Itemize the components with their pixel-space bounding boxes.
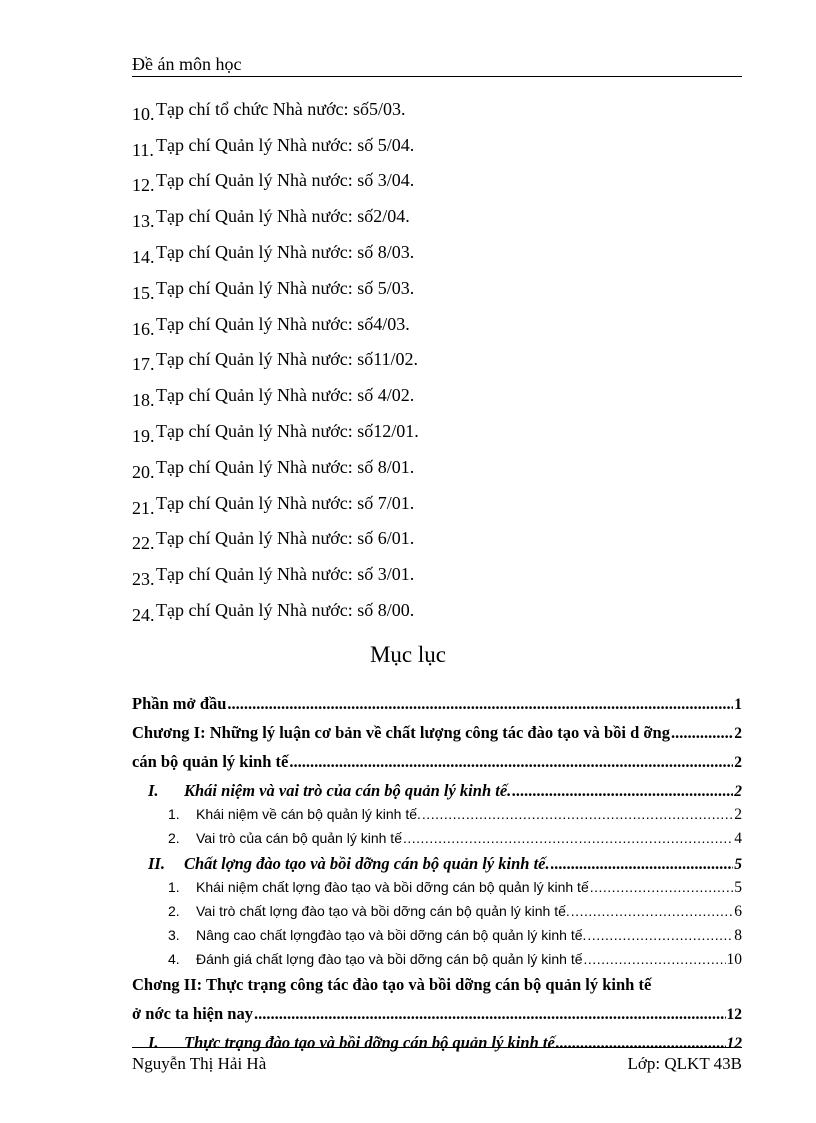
reference-text: Tạp chí Quản lý Nhà nước: số12/01. [156,420,419,441]
reference-item [132,335,742,375]
toc-entry[interactable] [132,806,742,830]
toc-entry-text: Khái niệm và vai trò của cán bộ quản lý kinh tế. [184,781,512,800]
toc-title: Mục lục [369,642,446,667]
toc-entry[interactable] [132,879,742,903]
toc-entry[interactable] [132,781,742,806]
toc-entry-text: Đánh giá chất lợng đào tạo và bồi dỡng cán bộ quản lý kinh tế [196,951,583,967]
reference-number: 11. [132,139,154,160]
reference-number: 15. [132,282,155,303]
reference-number: 19. [132,425,155,446]
toc-entry-number: 3. [168,927,180,943]
toc-entry-text: Chương I: Những lý luận cơ bản về chất lượng công tác đào tạo và bồi d ỡng [132,723,670,742]
toc-entry-text: Vai trò chất lợng đào tạo và bồi dỡng cán bộ quản lý kinh tế. [196,903,570,919]
reference-item [132,514,742,554]
toc-page-number: 10 [726,951,742,968]
toc-dot-leader [289,752,733,772]
reference-number: 17. [132,354,155,375]
toc-entry[interactable] [132,854,742,879]
toc-entry-text: Khái niệm về cán bộ quản lý kinh tế. [196,806,421,822]
reference-number: 10. [132,103,155,124]
toc-entry-number: 1. [168,806,180,822]
toc-dot-leader [590,879,734,895]
toc-entry-number: 4. [168,951,180,967]
toc-page-number: 2 [734,806,742,823]
reference-number: 14. [132,246,155,267]
footer-author: Nguyễn Thị Hải Hà [132,1054,267,1073]
toc-page-number: 8 [734,927,742,944]
toc-entry-text: Khái niệm chất lợng đào tạo và bồi dỡng cán bộ quản lý kinh tế [196,879,589,895]
toc-entry[interactable] [132,694,742,723]
toc-entry[interactable] [132,927,742,951]
reference-text: Tạp chí Quản lý Nhà nước: số2/04. [156,206,410,227]
toc-dot-leader [254,1004,726,1024]
toc-dot-leader [556,1033,726,1053]
toc-entry-number: 2. [168,830,180,846]
reference-text: Tạp chí Quản lý Nhà nước: số 7/01. [156,492,415,513]
toc-entry-text: Nâng cao chất lợngđào tạo và bồi dỡng cán bộ quản lý kinh tế. [196,927,587,943]
toc-page-number: 4 [734,830,742,847]
toc-entry-text: cán bộ quản lý kinh tế [132,752,289,771]
reference-text: Tạp chí Quản lý Nhà nước: số 6/01. [156,528,415,549]
reference-number: 16. [132,318,155,339]
toc-entry[interactable] [132,723,742,752]
reference-number: 22. [132,533,155,554]
reference-text: Tạp chí Quản lý Nhà nước: số11/02. [156,349,419,370]
toc-page-number: 12 [726,1006,742,1023]
reference-text: Tạp chí Quản lý Nhà nước: số 5/04. [156,134,415,155]
reference-item [132,299,742,339]
toc-entry-text: Vai trò của cán bộ quản lý kinh tế [196,830,402,846]
reference-number: 24. [132,604,155,625]
toc-dot-leader [422,806,733,822]
reference-item [132,549,742,590]
reference-item [132,120,742,160]
toc-entry-number: 1. [168,879,180,895]
reference-number: 13. [132,211,155,232]
reference-number: 18. [132,390,155,411]
toc-entry-text: Chất lợng đào tạo và bồi dỡng cán bộ quản lý kinh tế. [184,854,550,873]
document-header: Đề án môn học [132,54,242,74]
reference-item [132,263,742,303]
toc-entry-number: I. [148,1033,159,1052]
toc-entry[interactable] [132,752,742,781]
reference-item [132,585,742,625]
toc-entry-text: Phần mở đầu [132,694,227,713]
reference-text: Tạp chí Quản lý Nhà nước: số 4/02. [156,385,415,406]
header-divider [132,76,742,77]
toc-page-number: 2 [734,754,742,771]
table-of-contents [132,694,742,1058]
toc-entry[interactable] [132,830,742,854]
footer-class: Lớp: QLKT 43B [627,1054,742,1073]
reference-text: Tạp chí Quản lý Nhà nước: số 5/03. [156,277,415,298]
reference-item [132,84,742,124]
toc-dot-leader [671,723,733,743]
toc-page-number: 1 [734,696,742,713]
toc-dot-leader [571,903,733,919]
reference-text: Tạp chí tổ chức Nhà nước: số5/03. [156,98,406,119]
reference-text: Tạp chí Quản lý Nhà nước: số 8/00. [156,599,415,620]
toc-dot-leader [587,927,733,943]
reference-text: Tạp chí Quản lý Nhà nước: số 3/01. [156,564,415,585]
toc-entry[interactable] [132,903,742,927]
reference-item [132,478,742,518]
toc-entry-number: I. [148,781,159,800]
toc-entry-number: 2. [168,903,180,919]
reference-item [132,227,742,267]
toc-dot-leader [227,694,733,714]
toc-entry[interactable] [132,1004,742,1033]
toc-entry[interactable] [132,975,742,1004]
footer-divider [132,1047,742,1048]
toc-dot-leader [584,951,726,967]
toc-page-number: 12 [726,1035,742,1052]
reference-list [132,84,742,625]
reference-item [132,191,742,232]
toc-entry-number: II. [148,854,165,873]
reference-item [132,370,742,411]
reference-item [132,156,742,196]
reference-item [132,442,742,482]
toc-page-number: 2 [734,725,742,742]
toc-entry-text: ở nớc ta hiện nay [132,1004,253,1023]
toc-page-number: 5 [734,879,742,896]
toc-dot-leader [403,830,733,846]
toc-entry-text: Chơng II: Thực trạng công tác đào tạo và bồi dỡng cán bộ quản lý kinh tế [132,975,652,994]
reference-number: 23. [132,569,155,590]
reference-number: 12. [132,175,155,196]
reference-text: Tạp chí Quản lý Nhà nước: số4/03. [156,313,410,334]
toc-dot-leader [512,781,733,801]
toc-page-number: 5 [734,856,742,873]
reference-number: 20. [132,461,155,482]
toc-entry[interactable] [132,951,742,975]
reference-text: Tạp chí Quản lý Nhà nước: số 8/01. [156,456,415,477]
toc-page-number: 2 [734,783,742,800]
reference-text: Tạp chí Quản lý Nhà nước: số 3/04. [156,170,415,191]
reference-item [132,406,742,446]
toc-dot-leader [551,854,734,874]
toc-entry-text: Thực trạng đào tạo và bồi dỡng cán bộ quản lý kinh tế [184,1033,555,1052]
toc-page-number: 6 [734,903,742,920]
reference-text: Tạp chí Quản lý Nhà nước: số 8/03. [156,241,415,262]
reference-number: 21. [132,497,155,518]
